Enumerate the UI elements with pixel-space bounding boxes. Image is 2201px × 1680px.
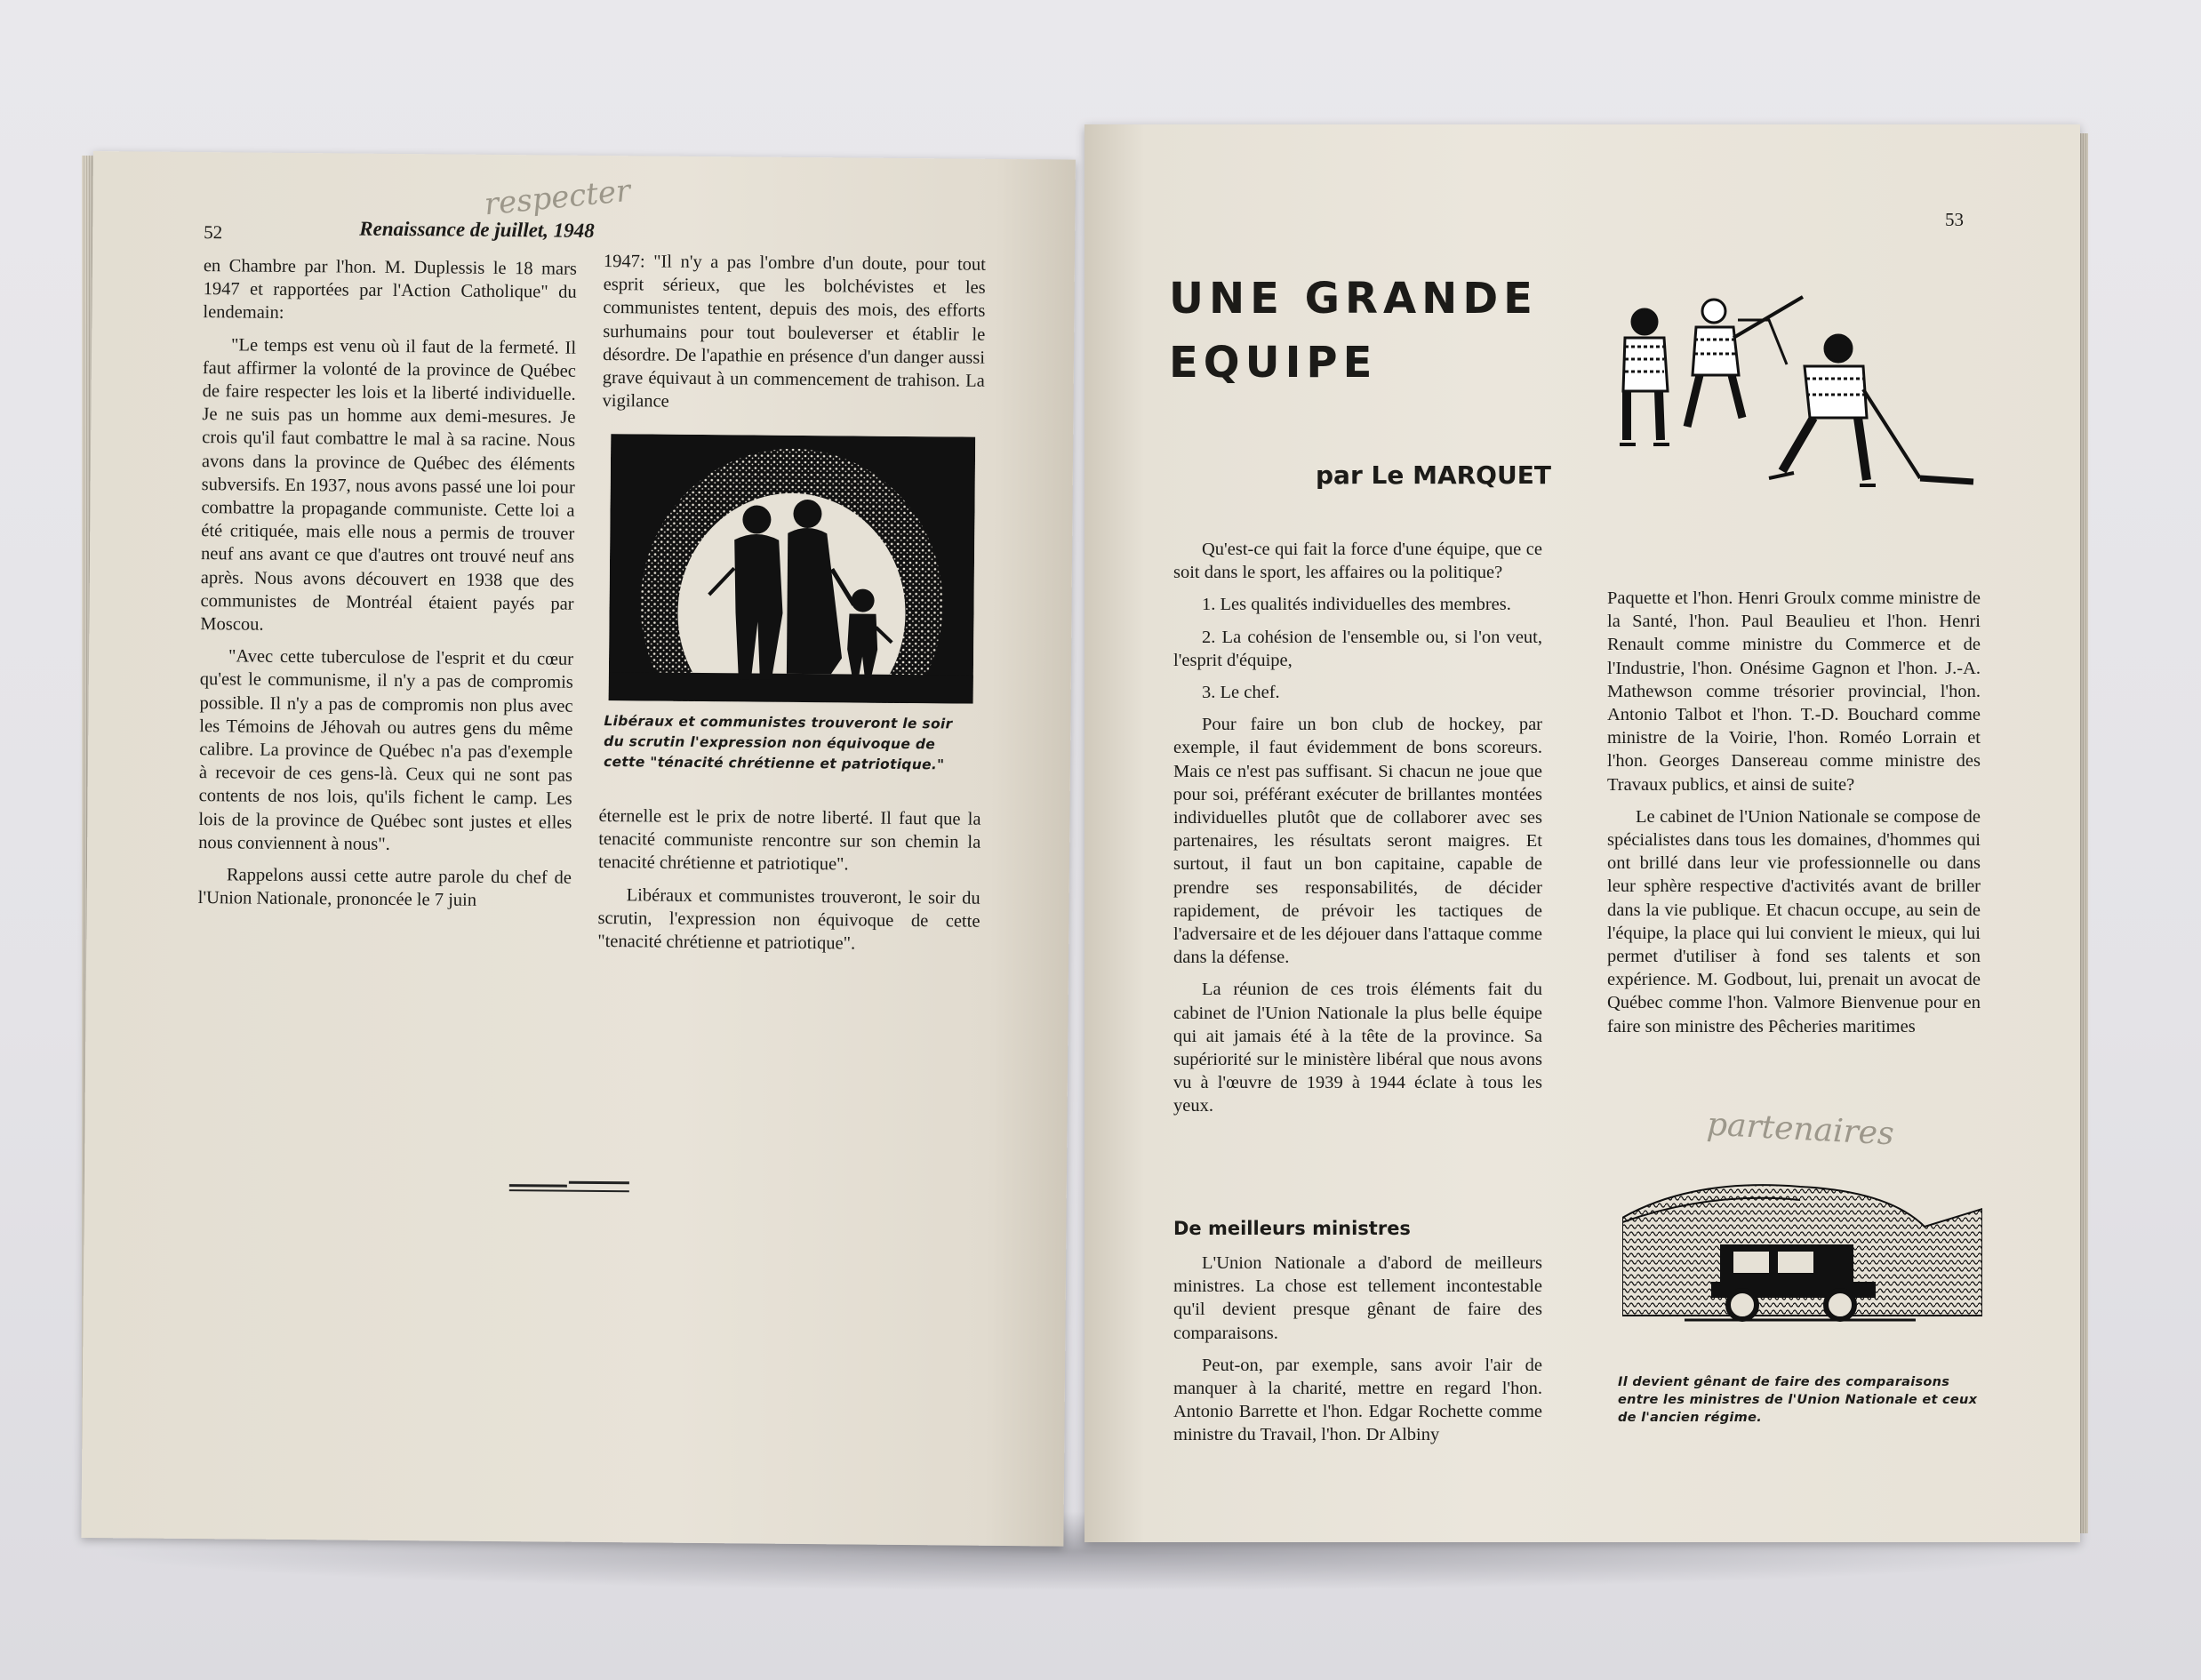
page-number: 53 [1945,209,1964,230]
article-headline-line1: UNE GRANDE [1169,274,1538,324]
car-illustration [1622,1173,1982,1342]
list-item: 3. Le chef. [1202,683,1280,703]
list-item: 1. Les qualités individuelles des membres. [1202,595,1511,615]
paragraph: Peut-on, par exemple, sans avoir l'air de manquer à la charité, mettre en regard l'hon. Antonio Barrette et l'hon. Edgar Rochette comme ministre du Travail, l'hon. Dr Albiny [1173,1355,1542,1445]
article-column-1-continued [1173,1252,1542,1456]
article-headline-line2: EQUIPE [1169,338,1378,388]
paragraph: "Le temps est venu où il faut de la fermeté. Il faut affirmer la volonté de la province de Québec de faire respecter les lois et la liberté individuelle. Je ne suis pas un homme aux demi-mesures. Je crois qu'il faut combattre le mal à sa racine. Nous avons dans la province de Québec des éléments subversifs. En 1937, nous avons passé une loi pour combattre la propagande communiste. Cette loi a été critiquée, mais elle nous a permis de trouver neuf ans avant ce que d'autres ont trouvé neuf ans après. Nous avons découvert en 1938 que des communistes de Montréal étaient payés par Moscou. [200,334,577,635]
text-column-2-top [602,250,986,425]
page-number: 52 [204,221,223,244]
article-column-2 [1607,587,1981,1047]
paragraph: en Chambre par l'hon. M. Duplessis le 18 mars 1947 et rapportées par l'Action Catholique" du lendemain: [203,256,577,324]
margin-note: partenaires [1706,1106,1895,1153]
family-illustration [609,434,976,704]
paragraph: L'Union Nationale a d'abord de meilleurs ministres. La chose est tellement incontestable qu'il devient presque gênant de faire des comparaisons. [1173,1253,1542,1343]
end-rule [509,1184,567,1188]
running-head: Renaissance de juillet, 1948 [359,217,595,242]
article-column-1 [1173,538,1542,1127]
end-rule [569,1181,629,1185]
paragraph: Qu'est-ce qui fait la force d'une équipe, que ce soit dans le sport, les affaires ou la politique? [1173,540,1542,583]
section-subhead: De meilleurs ministres [1173,1218,1411,1239]
left-page [81,151,1076,1547]
paragraph: Rappelons aussi cette autre parole du chef de l'Union Nationale, prononcée le 7 juin [197,865,572,911]
right-page [1084,124,2080,1542]
paragraph: éternelle est le prix de notre liberté. Il faut que la tenacité communiste rencontre sur son chemin la tenacité chrétienne et patriotique". [597,805,981,875]
illustration-caption: Libéraux et communistes trouveront le soir du scrutin l'expression non équivoque de cette "ténacité chrétienne et patriotique." [603,713,953,773]
paragraph: Le cabinet de l'Union Nationale se compose de spécialistes dans tous les domaines, d'hommes qui ont brillé dans leur vie professionnelle ou dans leur sphère respective d'activités avant de briller dans la vie publique. Et chacun occupe, au sein de l'équipe, la place qui lui convient le mieux, qui lui permet d'utiliser à fond ses talents et son expérience. M. Godbout, lui, prenait un avocat de Québec comme l'hon. Valmore Bienvenue pour en faire son ministre des Pêcheries maritimes [1607,806,1981,1036]
text-column-2-bottom [597,804,981,965]
paragraph: Pour faire un bon club de hockey, par exemple, il faut évidemment de bons scoreurs. Mais ce n'est pas suffisant. Si chacun ne joue que pour soi, préférant exécuter de brillantes montées individuelles plutôt que de collaborer avec ses partenaires, les résultats seront maigres. Et surtout, il faut un bon capitaine, capable de prendre ses responsabilités, de décider rapidement, de prévoir les tactiques de l'adversaire et de les déjouer dans l'attaque comme dans la défense. [1173,715,1542,968]
margin-note: respecter [483,172,632,223]
paragraph: Libéraux et communistes trouveront, le soir du scrutin, l'expression non équivoque de cette "tenacité chrétienne et patriotique". [597,884,980,954]
paragraph: 1947: "Il n'y a pas l'ombre d'un doute, pour tout esprit sérieux, que les bolchévistes et les communistes tentent, depuis des mois, des efforts surhumains pour tout bouleverser et établir le désordre. De l'apathie en présence d'un danger aussi grave équivaut à un commencement de trahison. La vigilance [602,252,987,412]
byline: par Le MARQUET [1316,460,1551,490]
paragraph: "Avec cette tuberculose de l'esprit et du cœur qu'est le communisme, il n'y a pas de compromis possible. Il n'y a pas de compromis non plus avec les Témoins de Jéhovah ou autres gens du même calibre. La province de Québec n'a pas d'exemple à recevoir de ces gens-là. Ceux qui ne sont pas contents de nos lois, qu'ils fichent le camp. Les lois de la province de Québec sont justes et elles nous conviennent à nous". [198,646,574,854]
end-rule [509,1189,629,1192]
paragraph: Paquette et l'hon. Henri Groulx comme ministre de la Santé, l'hon. Paul Beaulieu et l'hon. Henri Renault comme ministre du Commerce et de l'Industrie, l'hon. Onésime Gagnon et l'hon. J.-A. Mathewson comme trésorier provincial, l'hon. Antonio Talbot et l'hon. T.-D. Bouchard comme ministre de la Voirie, l'hon. Roméo Lorrain et l'hon. Georges Dansereau comme ministre des Travaux publics, et ainsi de suite? [1607,588,1981,795]
paragraph: La réunion de ces trois éléments fait du cabinet de l'Union Nationale la plus belle équipe qui ait jamais été à la tête de la province. Sa supériorité sur le ministère libéral que nous avons vu à l'œuvre de 1939 à 1944 éclate à tous les yeux. [1173,980,1542,1116]
hockey-players-illustration [1600,284,1991,498]
list-item: 2. La cohésion de l'ensemble ou, si l'on veut, l'esprit d'équipe, [1173,627,1542,670]
text-column-1 [197,254,577,922]
car-caption: Il devient gênant de faire des comparaisons entre les ministres de l'Union Nationale et ceux de l'ancien régime. [1618,1375,1978,1425]
